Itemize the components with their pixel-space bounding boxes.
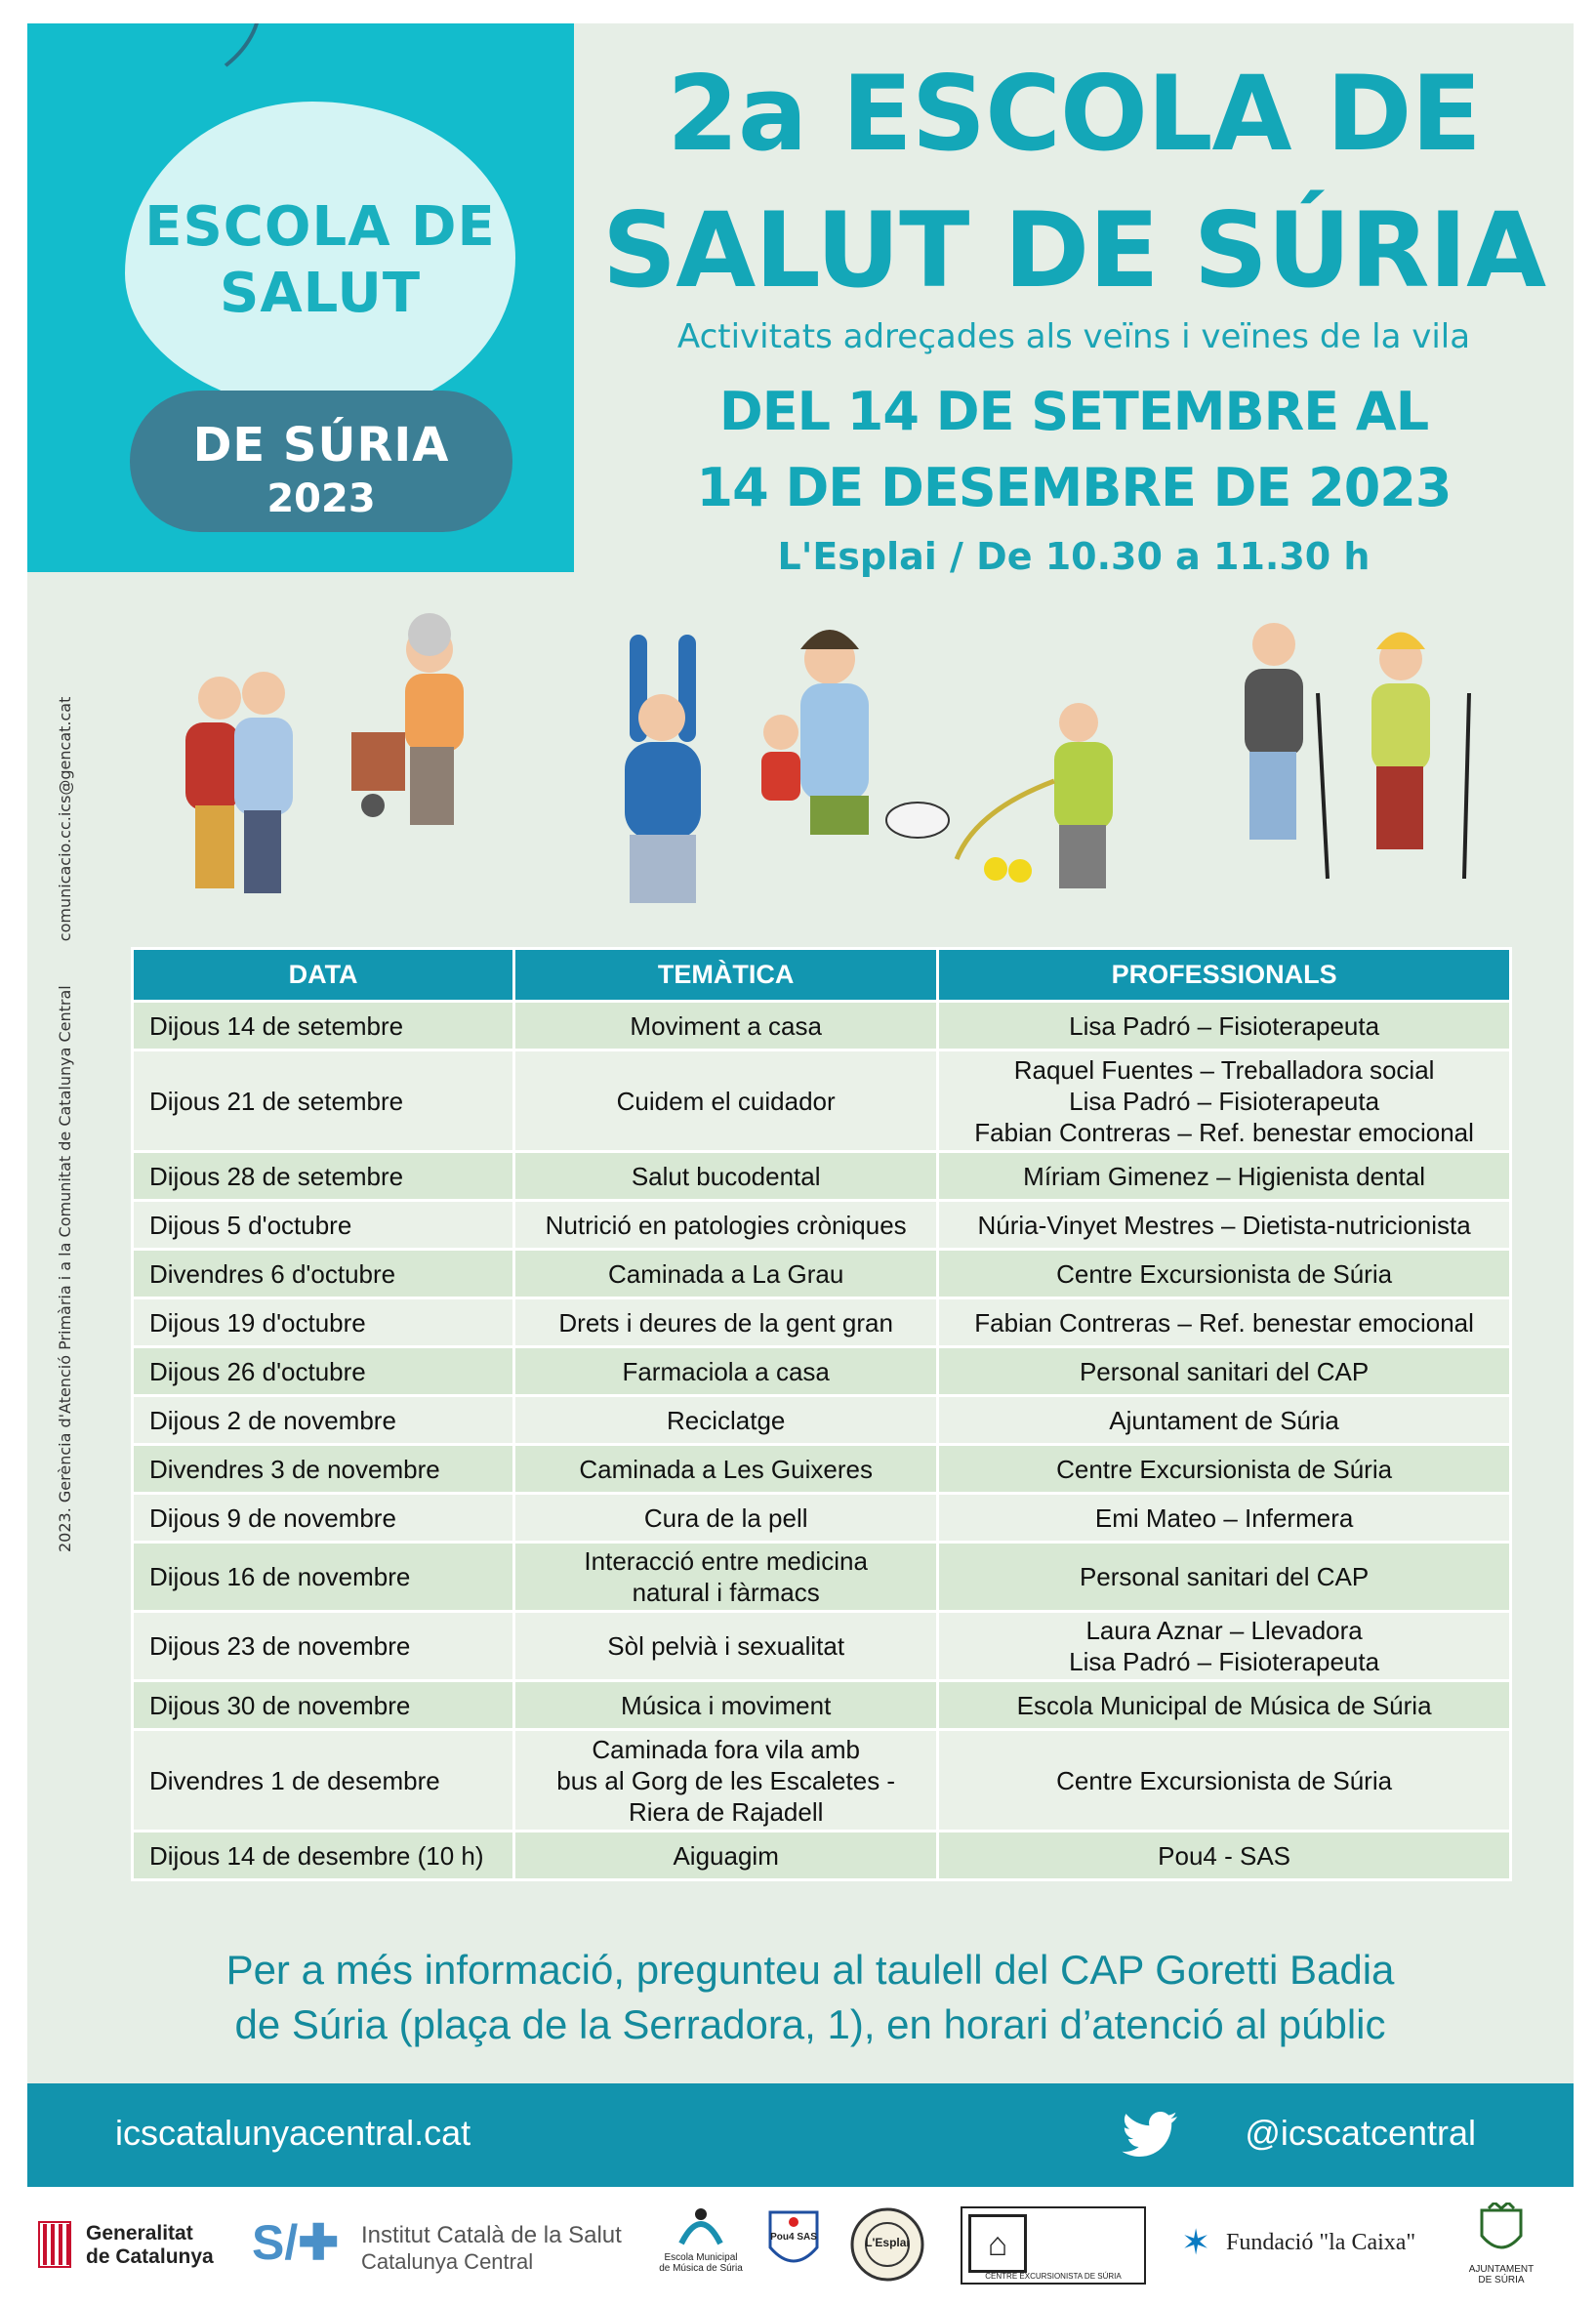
generalitat-emblem-icon — [37, 2220, 72, 2269]
family-dog-figure — [761, 630, 949, 838]
professional-line: Míriam Gimenez – Higienista dental — [1023, 1161, 1426, 1191]
cell-professionals — [938, 1050, 1511, 1152]
pou4-logo — [750, 2208, 838, 2282]
cell-topic — [514, 1543, 938, 1612]
cell-topic — [514, 1445, 938, 1494]
cell-topic — [514, 1347, 938, 1396]
cell-topic — [514, 1832, 938, 1880]
header-professionals: PROFESSIONALS — [938, 949, 1511, 1002]
music-line2: de Música de Súria — [659, 2263, 743, 2274]
topic-line: Nutrició en patologies cròniques — [545, 1210, 907, 1240]
main-title-line1: 2a ESCOLA DE — [667, 54, 1481, 174]
place-time: L'Esplai / De 10.30 a 11.30 h — [777, 535, 1371, 578]
contact-email: comunicacio.cc.ics@gencat.cat — [56, 696, 74, 942]
topic-line: Reciclatge — [666, 1405, 786, 1435]
cell-topic — [514, 1396, 938, 1445]
cell-topic — [514, 1730, 938, 1832]
topic-line: Riera de Rajadell — [628, 1796, 824, 1827]
cell-professionals — [938, 1152, 1511, 1201]
professional-line: Lisa Padró – Fisioterapeuta — [1069, 1010, 1380, 1041]
table-row — [133, 1347, 1511, 1396]
header-date: DATA — [133, 949, 514, 1002]
info-line2: de Súria (plaça de la Serradora, 1), en horari d’atenció al públic — [234, 2001, 1386, 2047]
professional-line: Núria-Vinyet Mestres – Dietista-nutricionista — [977, 1210, 1471, 1240]
table-row — [133, 1445, 1511, 1494]
professional-line: Personal sanitari del CAP — [1079, 1562, 1370, 1591]
professional-line: Raquel Fuentes – Treballadora social — [1013, 1054, 1435, 1085]
cell-professionals — [938, 1445, 1511, 1494]
dates-line1: DEL 14 DE SETEMBRE AL — [718, 381, 1429, 442]
cell-topic — [514, 1201, 938, 1250]
la-caixa-star-icon: ✶ — [1181, 2222, 1211, 2262]
more-info-text — [98, 1943, 1523, 2052]
sponsor-logos — [27, 2199, 1574, 2296]
topic-line: Sòl pelvià i sexualitat — [607, 1631, 845, 1661]
main-title-line2: SALUT DE SÚRIA — [601, 190, 1546, 310]
professional-line: Laura Aznar – Llevadora — [1085, 1616, 1363, 1645]
cell-topic — [514, 1152, 938, 1201]
table-row — [133, 1730, 1511, 1832]
cell-date: Dijous 19 d'octubre — [133, 1298, 514, 1347]
cell-professionals — [938, 1612, 1511, 1681]
subtitle: Activitats adreçades als veïns i veïnes de la vila — [676, 317, 1471, 356]
logo-title-line1: ESCOLA DE — [144, 195, 496, 259]
professional-line: Fabian Contreras – Ref. benestar emocional — [974, 1307, 1474, 1338]
walking-couple-figure — [185, 672, 293, 893]
ics-symbol-icon: S/✚ — [252, 2215, 340, 2270]
music-school-emblem-icon — [676, 2204, 725, 2247]
table-row — [133, 1396, 1511, 1445]
logo-sub-line2: 2023 — [266, 476, 376, 521]
cell-date: Dijous 9 de novembre — [133, 1494, 514, 1543]
twitter-handle[interactable]: @icscatcentral — [1245, 2113, 1476, 2153]
table-row — [133, 1250, 1511, 1298]
cell-date: Divendres 3 de novembre — [133, 1445, 514, 1494]
music-school-logo — [652, 2204, 750, 2274]
header-topic: TEMÀTICA — [514, 949, 938, 1002]
table-row — [133, 1832, 1511, 1880]
cell-professionals — [938, 1543, 1511, 1612]
copyright-text: 2023. Gerència d'Atenció Primària i a la Comunitat de Catalunya Central — [56, 985, 74, 1552]
cell-date: Dijous 23 de novembre — [133, 1612, 514, 1681]
logo-title-line2: SALUT — [219, 262, 422, 325]
topic-line: natural i fàrmacs — [632, 1578, 820, 1607]
gencat-line2: de Catalunya — [86, 2245, 214, 2268]
cell-date: Dijous 28 de setembre — [133, 1152, 514, 1201]
footer-bar — [27, 2083, 1574, 2187]
cell-date: Dijous 16 de novembre — [133, 1543, 514, 1612]
cell-topic — [514, 1050, 938, 1152]
cell-date: Divendres 6 d'octubre — [133, 1250, 514, 1298]
table-row — [133, 1612, 1511, 1681]
topic-line: Cuidem el cuidador — [616, 1086, 836, 1116]
professional-line: Pou4 - SAS — [1158, 1840, 1291, 1871]
woman-trolley-figure — [351, 613, 464, 825]
cex-text: CENTRE EXCURSIONISTA DE SÚRIA — [985, 2272, 1122, 2281]
cell-date: Dijous 14 de desembre (10 h) — [133, 1832, 514, 1880]
professional-line: Centre Excursionista de Súria — [1056, 1765, 1393, 1795]
hikers-figure — [1245, 623, 1469, 879]
centre-excursionista-logo — [961, 2206, 1146, 2285]
topic-line: Farmaciola a casa — [622, 1356, 830, 1386]
cell-topic — [514, 1250, 938, 1298]
table-header-row — [133, 949, 1511, 1002]
gencat-line1: Generalitat — [86, 2222, 193, 2244]
table-row — [133, 1681, 1511, 1730]
professional-line: Lisa Padró – Fisioterapeuta — [1069, 1086, 1380, 1116]
professional-line: Emi Mateo – Infermera — [1094, 1503, 1354, 1533]
cell-professionals — [938, 1250, 1511, 1298]
stretching-man-figure — [625, 635, 701, 903]
topic-line: Drets i deures de la gent gran — [558, 1307, 893, 1338]
ics-line2: Catalunya Central — [361, 2249, 534, 2274]
cell-date: Dijous 5 d'octubre — [133, 1201, 514, 1250]
gardener-figure — [957, 703, 1113, 888]
topic-line: Moviment a casa — [630, 1010, 822, 1041]
table-row — [133, 1201, 1511, 1250]
cell-professionals — [938, 1347, 1511, 1396]
professional-line: Escola Municipal de Música de Súria — [1016, 1690, 1432, 1720]
dates-line2: 14 DE DESEMBRE DE 2023 — [696, 457, 1452, 518]
cell-date: Dijous 21 de setembre — [133, 1050, 514, 1152]
cell-date: Dijous 2 de novembre — [133, 1396, 514, 1445]
esplai-logo — [849, 2206, 925, 2287]
cell-topic — [514, 1494, 938, 1543]
cell-topic — [514, 1002, 938, 1050]
cell-topic — [514, 1298, 938, 1347]
table-row — [133, 1543, 1511, 1612]
topic-line: Caminada a Les Guixeres — [579, 1454, 873, 1484]
logo-arc-decoration — [27, 23, 262, 102]
topic-line: Aiguagim — [673, 1840, 779, 1871]
music-line1: Escola Municipal — [664, 2252, 738, 2263]
ajuntament-line2: DE SÚRIA — [1478, 2275, 1525, 2285]
cell-date: Dijous 26 d'octubre — [133, 1347, 514, 1396]
topic-line: Música i moviment — [621, 1690, 832, 1720]
elderly-people-illustration — [117, 605, 1503, 918]
cell-date: Dijous 30 de novembre — [133, 1681, 514, 1730]
topic-line: Caminada fora vila amb — [592, 1734, 860, 1764]
topic-line: Salut bucodental — [631, 1161, 821, 1191]
table-row — [133, 1298, 1511, 1347]
cell-date: Dijous 14 de setembre — [133, 1002, 514, 1050]
cell-professionals — [938, 1681, 1511, 1730]
professional-line: Personal sanitari del CAP — [1079, 1356, 1370, 1386]
topic-line: Caminada a La Grau — [607, 1258, 844, 1289]
topic-line: bus al Gorg de les Escaletes - — [556, 1765, 896, 1795]
ajuntament-logo — [1453, 2203, 1550, 2285]
logo-sub-line1: DE SÚRIA — [192, 418, 450, 473]
cell-professionals — [938, 1002, 1511, 1050]
cell-topic — [514, 1681, 938, 1730]
esplai-text: L'Esplai — [865, 2236, 910, 2249]
professional-line: Ajuntament de Súria — [1109, 1405, 1339, 1435]
table-row — [133, 1002, 1511, 1050]
twitter-bird-icon — [1122, 2111, 1178, 2158]
topic-line: Interacció entre medicina — [584, 1546, 868, 1576]
cell-professionals — [938, 1201, 1511, 1250]
pou4-text: Pou4 SAS — [770, 2232, 817, 2243]
schedule-table — [131, 947, 1512, 1881]
la-caixa-text: Fundació "la Caixa" — [1226, 2230, 1416, 2255]
cell-date: Divendres 1 de desembre — [133, 1730, 514, 1832]
cell-professionals — [938, 1396, 1511, 1445]
professional-line: Lisa Padró – Fisioterapeuta — [1069, 1647, 1380, 1676]
professional-line: Centre Excursionista de Súria — [1056, 1258, 1393, 1289]
professional-line: Centre Excursionista de Súria — [1056, 1454, 1393, 1484]
website-link[interactable]: icscatalunyacentral.cat — [115, 2113, 471, 2153]
cell-professionals — [938, 1832, 1511, 1880]
side-credits — [56, 697, 74, 1552]
cell-professionals — [938, 1730, 1511, 1832]
table-row — [133, 1050, 1511, 1152]
professional-line: Fabian Contreras – Ref. benestar emocional — [974, 1117, 1474, 1147]
pou4-shield-icon — [766, 2208, 821, 2277]
cell-professionals — [938, 1298, 1511, 1347]
ajuntament-line1: AJUNTAMENT — [1468, 2264, 1535, 2275]
table-body — [133, 1002, 1511, 1880]
table-row — [133, 1152, 1511, 1201]
topic-line: Cura de la pell — [643, 1503, 808, 1533]
escola-salut-logo — [27, 23, 574, 572]
logo-title — [125, 194, 515, 327]
table-row — [133, 1494, 1511, 1543]
info-line1: Per a més informació, pregunteu al taulell del CAP Goretti Badia — [225, 1947, 1395, 1993]
ics-line1: Institut Català de la Salut — [361, 2222, 622, 2248]
cell-topic — [514, 1612, 938, 1681]
cell-professionals — [938, 1494, 1511, 1543]
ajuntament-shield-icon — [1479, 2203, 1524, 2259]
cex-house-icon: ⌂ — [968, 2214, 1027, 2273]
